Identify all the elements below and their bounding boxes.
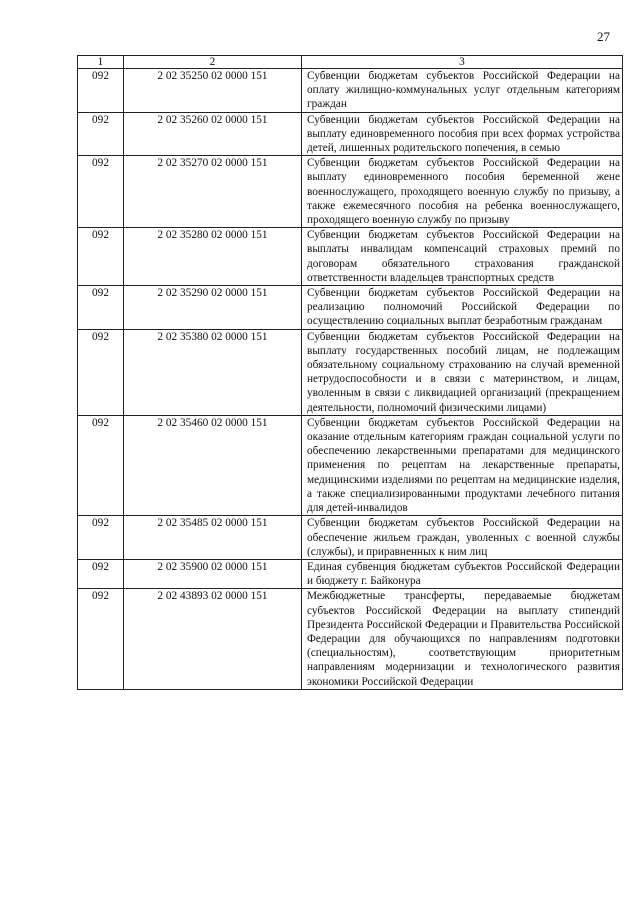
budget-code-cell: 2 02 35270 02 0000 151: [124, 156, 302, 228]
table-row: [78, 112, 623, 156]
budget-code-cell: 2 02 35290 02 0000 151: [124, 286, 302, 330]
description-cell: Субвенции бюджетам субъектов Российской Федерации на выплату единовременного пособия при всех формах устройства детей, лишенных родительского попечения, в семью: [302, 112, 623, 156]
admin-code-cell: 092: [78, 589, 124, 689]
revenue-codes-table: [77, 55, 623, 690]
table-row: [78, 286, 623, 330]
header-col-2: 2: [124, 56, 302, 69]
admin-code-cell: 092: [78, 228, 124, 286]
admin-code-cell: 092: [78, 112, 124, 156]
description-cell: Субвенции бюджетам субъектов Российской Федерации на выплаты инвалидам компенсаций страховых премий по договорам обязательного страхования гражданской ответственности владельцев транспортных средств: [302, 228, 623, 286]
budget-code-cell: 2 02 35900 02 0000 151: [124, 559, 302, 588]
budget-code-cell: 2 02 35485 02 0000 151: [124, 516, 302, 560]
admin-code-cell: 092: [78, 329, 124, 415]
table-header-row: [78, 56, 623, 69]
admin-code-cell: 092: [78, 415, 124, 515]
budget-code-cell: 2 02 43893 02 0000 151: [124, 589, 302, 689]
description-cell: Субвенции бюджетам субъектов Российской Федерации на выплату государственных пособий лицам, не подлежащим обязательному социальному страхованию на случай временной нетрудоспособности и в связи с материнством, и лицам, уволенным в связи с ликвидацией организаций (прекращением деятельности, полномочий физическими лицами): [302, 329, 623, 415]
admin-code-cell: 092: [78, 156, 124, 228]
table-row: [78, 156, 623, 228]
budget-code-cell: 2 02 35250 02 0000 151: [124, 69, 302, 113]
description-cell: Межбюджетные трансферты, передаваемые бюджетам субъектов Российской Федерации на выплату стипендий Президента Российской Федерации и Правительства Российской Федерации для обучающихся по направлениям подготовки (специальностям), соответствующим приоритетным направлениям модернизации и технологического развития экономики Российской Федерации: [302, 589, 623, 689]
admin-code-cell: 092: [78, 516, 124, 560]
header-col-3: 3: [302, 56, 623, 69]
header-col-1: 1: [78, 56, 124, 69]
budget-code-cell: 2 02 35280 02 0000 151: [124, 228, 302, 286]
page-number: 27: [597, 29, 610, 44]
table-row: [78, 589, 623, 689]
budget-code-cell: 2 02 35460 02 0000 151: [124, 415, 302, 515]
description-cell: Субвенции бюджетам субъектов Российской Федерации на выплату единовременного пособия беременной жене военнослужащего, проходящего военную службу по призыву, а также ежемесячного пособия на ребенка военнослужащего, проходящего военную службу по призыву: [302, 156, 623, 228]
table-row: [78, 415, 623, 515]
description-cell: Субвенции бюджетам субъектов Российской Федерации на оплату жилищно-коммунальных услуг отдельным категориям граждан: [302, 69, 623, 113]
admin-code-cell: 092: [78, 559, 124, 588]
table-row: [78, 69, 623, 113]
table-row: [78, 559, 623, 588]
description-cell: Единая субвенция бюджетам субъектов Российской Федерации и бюджету г. Байконура: [302, 559, 623, 588]
budget-code-cell: 2 02 35260 02 0000 151: [124, 112, 302, 156]
description-cell: Субвенции бюджетам субъектов Российской Федерации на реализацию полномочий Российской Федерации по осуществлению социальных выплат безработным гражданам: [302, 286, 623, 330]
table-row: [78, 329, 623, 415]
description-cell: Субвенции бюджетам субъектов Российской Федерации на обеспечение жильем граждан, уволенных с военной службы (службы), и приравненных к ним лиц: [302, 516, 623, 560]
budget-code-cell: 2 02 35380 02 0000 151: [124, 329, 302, 415]
table-row: [78, 516, 623, 560]
admin-code-cell: 092: [78, 286, 124, 330]
table-row: [78, 228, 623, 286]
admin-code-cell: 092: [78, 69, 124, 113]
description-cell: Субвенции бюджетам субъектов Российской Федерации на оказание отдельным категориям граждан социальной услуги по обеспечению лекарственными препаратами для медицинского применения по рецептам на лекарственные препараты, медицинскими изделиями по рецептам на медицинские изделия, а также специализированными продуктами лечебного питания для детей-инвалидов: [302, 415, 623, 515]
